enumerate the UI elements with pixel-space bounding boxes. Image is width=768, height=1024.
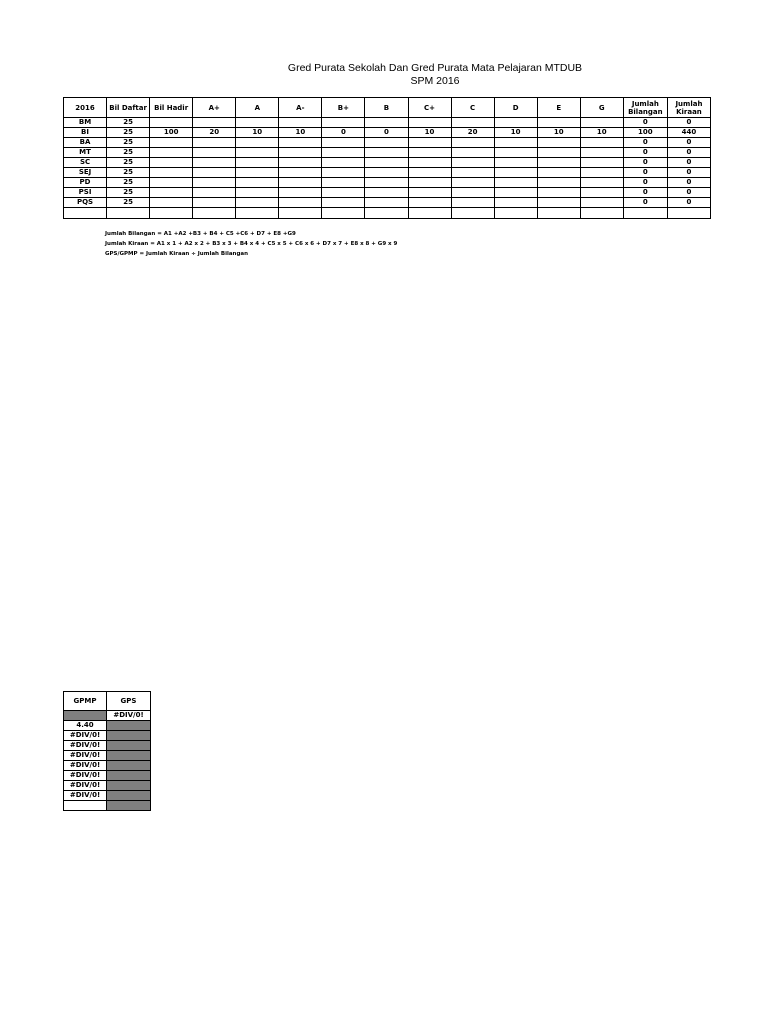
table-row — [64, 711, 151, 721]
table-cell — [365, 198, 408, 208]
table-cell: 25 — [107, 178, 150, 188]
table-cell — [322, 188, 365, 198]
table-row — [64, 188, 711, 198]
table-row — [64, 731, 151, 741]
table-cell — [322, 138, 365, 148]
table-cell — [365, 168, 408, 178]
table-cell — [494, 158, 537, 168]
table-cell — [279, 198, 322, 208]
table-cell: #DIV/0! — [64, 761, 107, 771]
table-cell — [667, 208, 710, 219]
table-cell: 0 — [667, 148, 710, 158]
table-cell — [322, 198, 365, 208]
table-cell: #DIV/0! — [64, 791, 107, 801]
table-cell — [236, 158, 279, 168]
table-cell: 20 — [193, 128, 236, 138]
table-cell — [537, 178, 580, 188]
table-cell — [64, 208, 107, 219]
table-cell: BA — [64, 138, 107, 148]
table-cell: 0 — [667, 188, 710, 198]
table-cell — [322, 168, 365, 178]
table-cell: 25 — [107, 148, 150, 158]
gpmp-gps-table — [63, 691, 151, 811]
table-cell — [150, 198, 193, 208]
table-cell: 25 — [107, 158, 150, 168]
table-cell: PQS — [64, 198, 107, 208]
table-cell — [236, 138, 279, 148]
column-header: Jumlah Bilangan — [623, 98, 667, 118]
table-cell — [150, 168, 193, 178]
table-cell: 440 — [667, 128, 710, 138]
table-cell — [408, 178, 451, 188]
note-jumlah-kiraan: Jumlah Kiraan = A1 x 1 + A2 x 2 + B3 x 3 + B4 x 4 + C5 x 5 + C6 x 6 + D7 x 7 + E8 x 8 + G9 x 9 — [105, 241, 398, 247]
table-cell: 0 — [623, 198, 667, 208]
table-cell: 10 — [279, 128, 322, 138]
table-cell: 0 — [365, 128, 408, 138]
table-cell — [279, 168, 322, 178]
table-cell — [580, 138, 623, 148]
table-cell — [537, 118, 580, 128]
table-cell — [107, 771, 151, 781]
column-header: D — [494, 98, 537, 118]
note-gps-gpmp: GPS/GPMP = Jumlah Kiraan ÷ Jumlah Bilangan — [105, 251, 249, 257]
table-cell: 0 — [322, 128, 365, 138]
table-cell — [365, 138, 408, 148]
table-cell — [580, 168, 623, 178]
column-header: GPS — [107, 692, 151, 711]
formula-notes — [105, 229, 397, 259]
table-row — [64, 801, 151, 811]
table-cell — [193, 138, 236, 148]
table-row — [64, 168, 711, 178]
table-row — [64, 781, 151, 791]
table-cell — [494, 138, 537, 148]
table-cell: 25 — [107, 188, 150, 198]
table-cell: 0 — [623, 158, 667, 168]
table-row — [64, 178, 711, 188]
table-row — [64, 791, 151, 801]
table-cell — [451, 188, 494, 198]
table-row — [64, 198, 711, 208]
table-cell — [193, 148, 236, 158]
table-cell: 10 — [537, 128, 580, 138]
table-cell: 0 — [623, 118, 667, 128]
table-cell — [365, 188, 408, 198]
table-cell: 25 — [107, 118, 150, 128]
grade-table — [63, 97, 711, 219]
column-header: GPMP — [64, 692, 107, 711]
column-header: A — [236, 98, 279, 118]
column-header: A- — [279, 98, 322, 118]
table-row — [64, 741, 151, 751]
table-cell — [580, 158, 623, 168]
table-cell — [408, 138, 451, 148]
table-cell — [580, 208, 623, 219]
table-cell: 0 — [667, 178, 710, 188]
table-cell — [193, 118, 236, 128]
table-cell — [279, 208, 322, 219]
table-cell — [322, 158, 365, 168]
table-cell — [451, 198, 494, 208]
table-cell — [236, 208, 279, 219]
table-cell — [193, 168, 236, 178]
table-cell — [64, 711, 107, 721]
table-cell — [408, 158, 451, 168]
table-cell — [365, 178, 408, 188]
table-cell — [150, 138, 193, 148]
table-cell: 0 — [623, 168, 667, 178]
table-cell: 0 — [623, 138, 667, 148]
table-cell — [107, 781, 151, 791]
table-row — [64, 118, 711, 128]
table-cell — [236, 148, 279, 158]
table-cell — [107, 721, 151, 731]
column-header: B — [365, 98, 408, 118]
column-header: Bil Hadir — [150, 98, 193, 118]
table-cell: BM — [64, 118, 107, 128]
table-cell: 25 — [107, 138, 150, 148]
table-cell — [236, 118, 279, 128]
table-cell — [279, 138, 322, 148]
table-cell — [150, 208, 193, 219]
table-row — [64, 208, 711, 219]
gpmp-gps-header — [64, 692, 151, 711]
table-cell — [193, 158, 236, 168]
table-cell — [322, 148, 365, 158]
table-cell: 0 — [667, 138, 710, 148]
table-row — [64, 128, 711, 138]
table-row — [64, 771, 151, 781]
table-cell — [107, 731, 151, 741]
table-cell: 0 — [623, 188, 667, 198]
table-cell — [451, 208, 494, 219]
table-row — [64, 721, 151, 731]
table-cell — [150, 188, 193, 198]
table-cell — [279, 158, 322, 168]
table-cell — [451, 158, 494, 168]
table-cell — [494, 188, 537, 198]
table-cell — [107, 741, 151, 751]
table-cell: #DIV/0! — [64, 751, 107, 761]
table-cell: #DIV/0! — [64, 741, 107, 751]
table-cell — [107, 208, 150, 219]
table-cell — [580, 118, 623, 128]
grade-table-header — [64, 98, 711, 118]
column-header: Jumlah Kiraan — [667, 98, 710, 118]
table-cell — [279, 188, 322, 198]
column-header: C+ — [408, 98, 451, 118]
page-title: Gred Purata Sekolah Dan Gred Purata Mata Pelajaran MTDUB — [287, 62, 583, 74]
table-cell: #DIV/0! — [107, 711, 151, 721]
table-cell: 4.40 — [64, 721, 107, 731]
column-header: E — [537, 98, 580, 118]
table-cell: 0 — [667, 168, 710, 178]
table-cell: #DIV/0! — [64, 771, 107, 781]
table-cell: 0 — [623, 178, 667, 188]
table-cell — [537, 188, 580, 198]
table-cell — [451, 178, 494, 188]
table-cell — [236, 198, 279, 208]
table-cell — [494, 118, 537, 128]
table-cell: #DIV/0! — [64, 731, 107, 741]
table-cell — [107, 751, 151, 761]
table-cell — [193, 178, 236, 188]
table-cell — [107, 761, 151, 771]
table-cell — [193, 198, 236, 208]
table-cell — [451, 148, 494, 158]
table-cell — [451, 168, 494, 178]
table-cell — [537, 208, 580, 219]
table-cell — [494, 178, 537, 188]
table-cell — [580, 188, 623, 198]
table-cell — [365, 118, 408, 128]
table-cell: MT — [64, 148, 107, 158]
table-cell — [580, 178, 623, 188]
table-cell — [494, 148, 537, 158]
table-cell — [107, 791, 151, 801]
table-cell — [537, 148, 580, 158]
table-cell — [408, 148, 451, 158]
table-cell — [150, 118, 193, 128]
table-row — [64, 751, 151, 761]
table-cell: BI — [64, 128, 107, 138]
table-cell — [408, 188, 451, 198]
column-header: C — [451, 98, 494, 118]
table-cell — [150, 178, 193, 188]
table-cell — [279, 118, 322, 128]
table-cell: 0 — [667, 118, 710, 128]
table-cell — [279, 148, 322, 158]
table-cell: 0 — [623, 148, 667, 158]
table-cell: 25 — [107, 168, 150, 178]
table-cell — [322, 118, 365, 128]
table-cell — [451, 138, 494, 148]
table-cell — [623, 208, 667, 219]
column-header: A+ — [193, 98, 236, 118]
table-row — [64, 158, 711, 168]
table-cell — [365, 158, 408, 168]
table-cell — [236, 168, 279, 178]
table-row — [64, 148, 711, 158]
table-cell: 100 — [150, 128, 193, 138]
table-cell: PD — [64, 178, 107, 188]
table-cell — [408, 168, 451, 178]
table-cell: SC — [64, 158, 107, 168]
table-cell — [580, 198, 623, 208]
table-cell — [365, 208, 408, 219]
table-row — [64, 761, 151, 771]
table-cell — [236, 178, 279, 188]
table-cell — [322, 178, 365, 188]
table-cell — [150, 148, 193, 158]
table-cell — [537, 158, 580, 168]
table-row — [64, 138, 711, 148]
table-cell: 0 — [667, 158, 710, 168]
table-cell — [537, 198, 580, 208]
table-cell: 100 — [623, 128, 667, 138]
table-cell — [408, 208, 451, 219]
table-cell — [408, 198, 451, 208]
table-cell — [451, 118, 494, 128]
table-cell — [537, 168, 580, 178]
table-cell: 10 — [408, 128, 451, 138]
table-cell — [193, 188, 236, 198]
table-cell — [322, 208, 365, 219]
table-cell — [279, 178, 322, 188]
table-cell — [365, 148, 408, 158]
column-header: 2016 — [64, 98, 107, 118]
table-cell: 10 — [494, 128, 537, 138]
column-header: Bil Daftar — [107, 98, 150, 118]
table-cell: SEJ — [64, 168, 107, 178]
table-cell — [236, 188, 279, 198]
table-cell: 10 — [236, 128, 279, 138]
table-cell — [193, 208, 236, 219]
table-cell: PSI — [64, 188, 107, 198]
page-subtitle: SPM 2016 — [410, 75, 460, 87]
table-cell — [150, 158, 193, 168]
table-cell: 10 — [580, 128, 623, 138]
table-cell: 0 — [667, 198, 710, 208]
table-cell — [494, 208, 537, 219]
column-header: G — [580, 98, 623, 118]
table-cell: #DIV/0! — [64, 781, 107, 791]
table-cell — [408, 118, 451, 128]
note-jumlah-bilangan: Jumlah Bilangan = A1 +A2 +B3 + B4 + C5 +C6 + D7 + E8 +G9 — [105, 231, 296, 237]
table-cell — [107, 801, 151, 811]
table-cell — [494, 198, 537, 208]
table-cell — [494, 168, 537, 178]
table-cell: 25 — [107, 198, 150, 208]
column-header: B+ — [322, 98, 365, 118]
table-cell: 20 — [451, 128, 494, 138]
table-cell — [580, 148, 623, 158]
table-cell: 25 — [107, 128, 150, 138]
table-cell — [537, 138, 580, 148]
table-cell — [64, 801, 107, 811]
